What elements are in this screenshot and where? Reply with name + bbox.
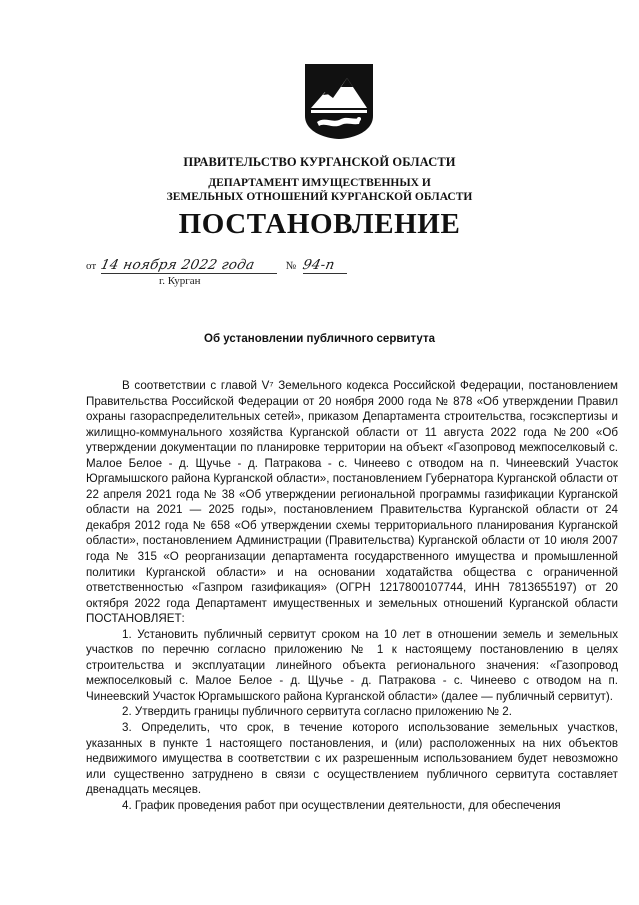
body-paragraph-item-2: 2. Утвердить границы публичного сервитута согласно приложению № 2. xyxy=(122,705,512,719)
number-sign: № xyxy=(285,260,297,272)
decree-heading: ПОСТАНОВЛЕНИЕ xyxy=(178,208,461,240)
body-paragraph-item-3: 3. Определить, что срок, в течение которого использование земельных участков, указанных в пункте 1 настоящего постановления, и (или) расположенных на них объектов недвижимого имущества в соответствии с их разрешенным использованием будет невозможно или существенно затруднено в связи с осуществлением публичного сервитута составляет двенадцать месяцев. xyxy=(86,721,618,797)
body-paragraph-preamble: В соответствии с главой V⁷ Земельного кодекса Российской Федерации, постановлением Правительства Российской Федерации от 20 ноября 2000 года № 878 «Об утверждении Правил охраны газораспределительных сетей», приказом Департамента строительства, госэкспертизы и жилищно-коммунального хозяйства Курганской области от 11 августа 2022 года №200 «Об утверждении документации по планировке территории на объект «Газопровод межпоселковый с. Малое Белое - д. Щучье - д. Патракова - с. Чинеево с отводом на п. Чинеевский Участок Юргамышского района Курганской области», постановлением Губернатора Курганской области от 22 апреля 2021 года № 38 «Об утверждении региональной программы газификации Курганской области на 2021 — 2025 годы», постановлением Правительства Курганской области от 24 декабря 2012 года № 658 «Об утверждении схемы территориального планирования Курганской области», постановлением Администрации (Правительства) Курганской области от 10 июля 2007 года № 315 «О реорганизации департамента государственного имущества и промышленной политики Курганской области» и на основании ходатайства общества с ограниченной ответственностью «Газпром газификация» (ОГРН 1217800107744, ИНН 7813655197) от 20 октября 2022 года Департамент имущественных и земельных отношений Курганской области ПОСТАНОВЛЯЕТ: xyxy=(86,379,618,626)
from-label: от xyxy=(86,260,97,272)
kurgan-coat-of-arms-icon xyxy=(303,62,375,140)
decree-date-number-line xyxy=(86,257,347,274)
handwritten-date: 14 ноября 2022 года xyxy=(99,257,257,273)
body-paragraph-item-1: 1. Установить публичный сервитут сроком на 10 лет в отношении земель и земельных участков по перечню согласно приложению № 1 к настоящему постановлению в целях строительства и эксплуатации линейного объекта регионального значения: «Газопровод межпоселковый с. Малое Белое - д. Щучье - д. Патракова - с. Чинеево с отводом на п. Чинеевский Участок Юргамышского района Курганской области» (далее — публичный сервитут). xyxy=(86,627,618,703)
department-heading-line2: ЗЕМЕЛЬНЫХ ОТНОШЕНИЙ КУРГАНСКОЙ ОБЛАСТИ xyxy=(166,191,473,203)
government-heading: ПРАВИТЕЛЬСТВО КУРГАНСКОЙ ОБЛАСТИ xyxy=(183,155,456,169)
department-heading-line1: ДЕПАРТАМЕНТ ИМУЩЕСТВЕННЫХ И xyxy=(208,177,431,189)
handwritten-number: 94-п xyxy=(301,257,337,273)
document-title: Об установлении публичного сервитута xyxy=(204,333,435,345)
body-paragraph-item-4: 4. График проведения работ при осуществлении деятельности, для обеспечения xyxy=(122,798,561,812)
document-body xyxy=(86,378,618,813)
city-label: г. Курган xyxy=(159,275,201,287)
